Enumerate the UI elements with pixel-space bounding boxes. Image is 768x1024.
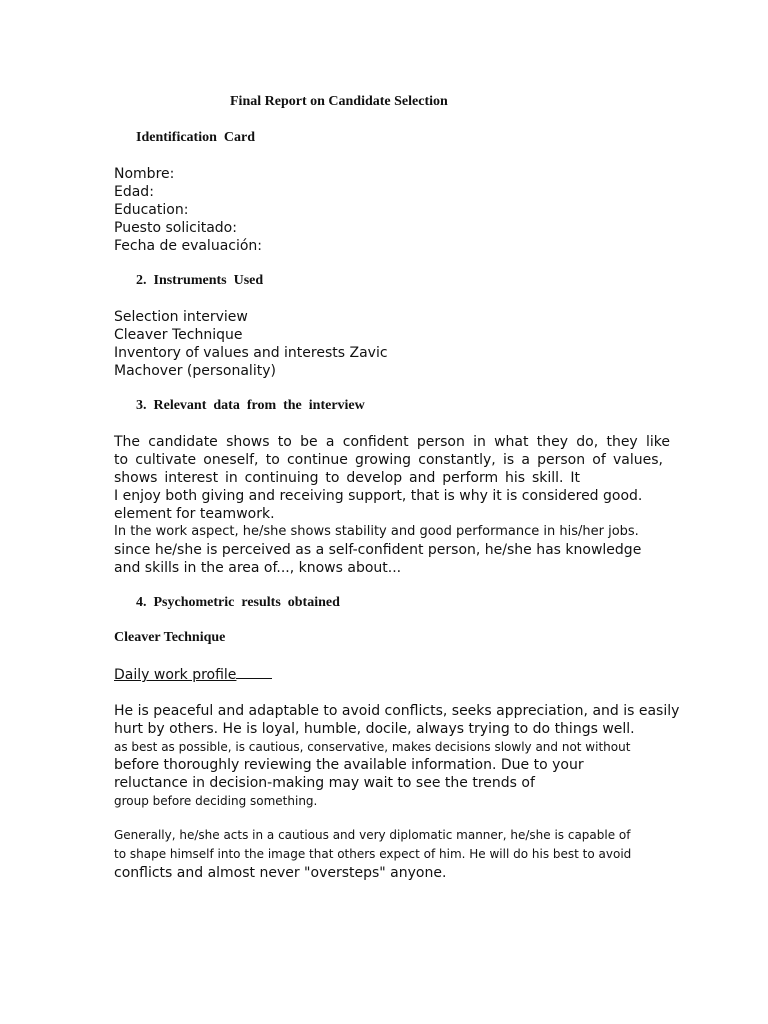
instrument-item: Selection interview (114, 309, 248, 325)
field-education: Education: (114, 202, 189, 218)
interview-paragraph (114, 433, 670, 577)
profile-paragraph (114, 702, 679, 810)
daily-work-profile-text: Daily work profile (114, 667, 237, 683)
identification-fields (114, 165, 262, 255)
paragraph-line: to shape himself into the image that others expect of him. He will do his best to avoid (114, 847, 632, 861)
paragraph-line: group before deciding something. (114, 794, 318, 808)
cleaver-heading: Cleaver Technique (114, 630, 226, 645)
paragraph-line: before thoroughly reviewing the available information. Due to your (114, 757, 584, 773)
paragraph-line: I enjoy both giving and receiving support, that is why it is considered good. (114, 488, 643, 504)
paragraph-line: He is peaceful and adaptable to avoid conflicts, seeks appreciation, and is easily (114, 703, 680, 719)
section-heading-instruments: 2. Instruments Used (136, 273, 264, 288)
paragraph-line: element for teamwork. (114, 506, 275, 522)
instrument-item: Inventory of values and interests Zavic (114, 345, 388, 361)
field-nombre: Nombre: (114, 166, 175, 182)
paragraph-line: shows interest in continuing to develop and perform his skill. It (114, 470, 580, 486)
section-heading-psychometric: 4. Psychometric results obtained (136, 595, 340, 610)
paragraph-line: The candidate shows to be a confident person in what they do, they like (114, 434, 670, 450)
paragraph-line: to cultivate oneself, to continue growing constantly, is a person of values, (114, 452, 663, 468)
document-title: Final Report on Candidate Selection (230, 94, 448, 109)
instrument-item: Cleaver Technique (114, 327, 243, 343)
paragraph-line: as best as possible, is cautious, conservative, makes decisions slowly and not without (114, 740, 631, 754)
instruments-list (114, 308, 388, 380)
paragraph-line: and skills in the area of..., knows about... (114, 560, 402, 576)
instrument-item: Machover (personality) (114, 363, 276, 379)
paragraph-line: In the work aspect, he/she shows stability and good performance in his/her jobs. (114, 524, 639, 539)
daily-work-profile-label (114, 666, 272, 683)
general-paragraph (114, 826, 631, 883)
paragraph-line: since he/she is perceived as a self-confident person, he/she has knowledge (114, 542, 642, 558)
field-fecha: Fecha de evaluación: (114, 238, 263, 254)
paragraph-line: hurt by others. He is loyal, humble, docile, always trying to do things well. (114, 721, 635, 737)
section-heading-identification: Identification Card (136, 130, 255, 145)
field-edad: Edad: (114, 184, 154, 200)
paragraph-line: Generally, he/she acts in a cautious and very diplomatic manner, he/she is capable of (114, 828, 631, 842)
paragraph-line: conflicts and almost never "oversteps" anyone. (114, 865, 447, 881)
field-puesto: Puesto solicitado: (114, 220, 237, 236)
section-heading-interview: 3. Relevant data from the interview (136, 398, 365, 413)
underline-blank (236, 666, 272, 679)
paragraph-line: reluctance in decision-making may wait to see the trends of (114, 775, 535, 791)
